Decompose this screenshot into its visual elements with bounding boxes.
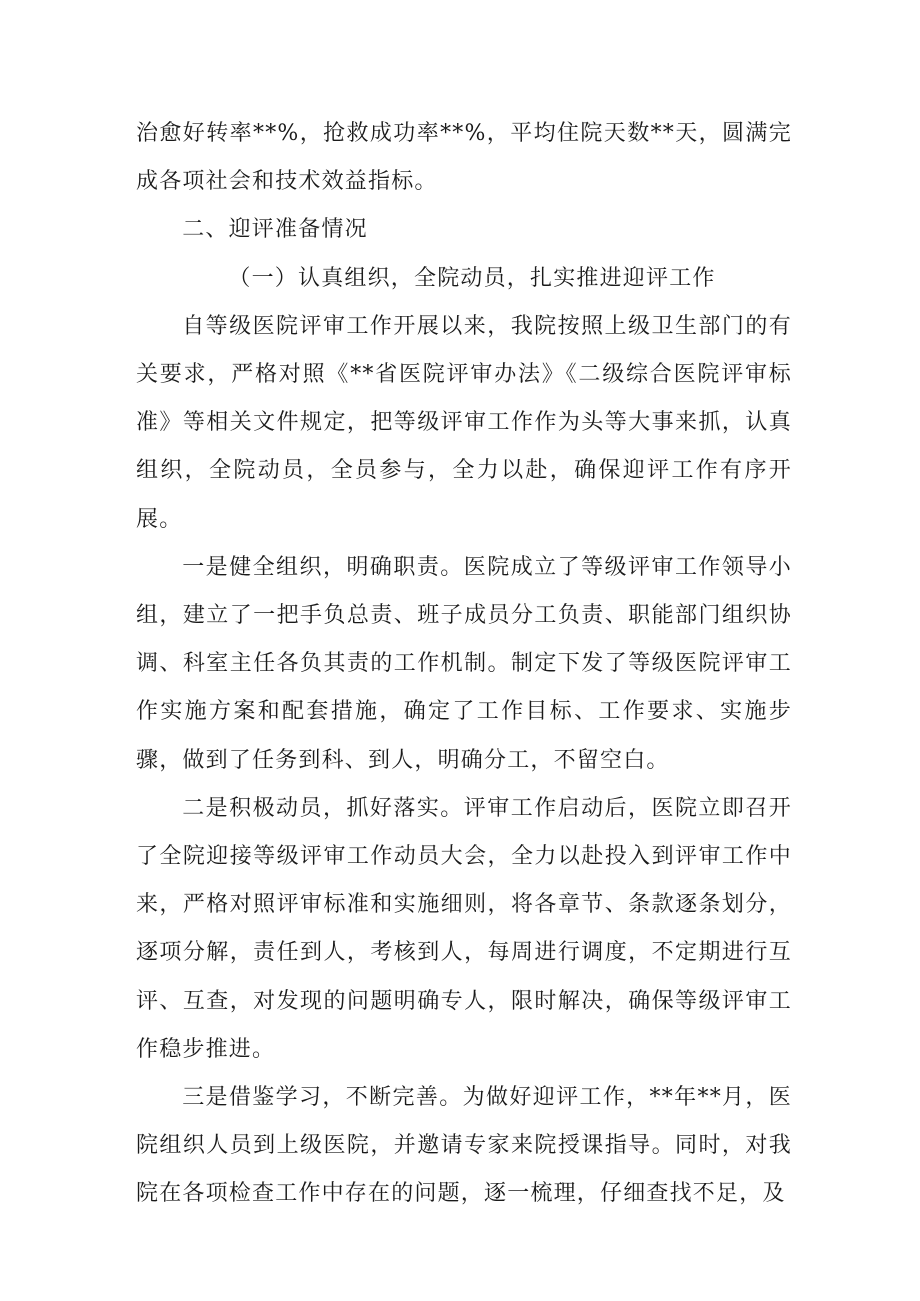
section-heading: 二、迎评准备情况: [182, 217, 368, 243]
paragraph-continuation: 治愈好转率**%，抢救成功率**%，平均住院天数**天，圆满完成各项社会和技术效益指标。: [136, 121, 792, 195]
paragraph-intro: 自等级医院评审工作开展以来，我院按照上级卫生部门的有关要求，严格对照《**省医院评审办法》《二级综合医院评审标准》等相关文件规定，把等级评审工作作为头等大事来抓，认真组织，全院动员，全员参与，全力以赴，确保迎评工作有序开展。: [136, 313, 792, 532]
paragraph-point-two: 二是积极动员，抓好落实。评审工作启动后，医院立即召开了全院迎接等级评审工作动员大会，全力以赴投入到评审工作中来，严格对照评审标准和实施细则，将各章节、条款逐条划分，逐项分解，责任到人，考核到人，每周进行调度，不定期进行互评、互查，对发现的问题明确专人，限时解决，确保等级评审工作稳步推进。: [136, 795, 792, 1062]
subsection-heading: （一）认真组织，全院动员，扎实推进迎评工作: [228, 265, 716, 291]
paragraph-point-three: 三是借鉴学习，不断完善。为做好迎评工作，**年**月，医院组织人员到上级医院，并邀请专家来院授课指导。同时，对我院在各项检查工作中存在的问题，逐一梳理，仔细查找不足，及: [136, 1085, 792, 1207]
paragraph-point-one: 一是健全组织，明确职责。医院成立了等级评审工作领导小组，建立了一把手负总责、班子成员分工负责、职能部门组织协调、科室主任各负其责的工作机制。制定下发了等级医院评审工作实施方案和配套措施，确定了工作目标、工作要求、实施步骤，做到了任务到科、到人，明确分工，不留空白。: [136, 554, 792, 773]
document-body: [136, 110, 792, 1219]
